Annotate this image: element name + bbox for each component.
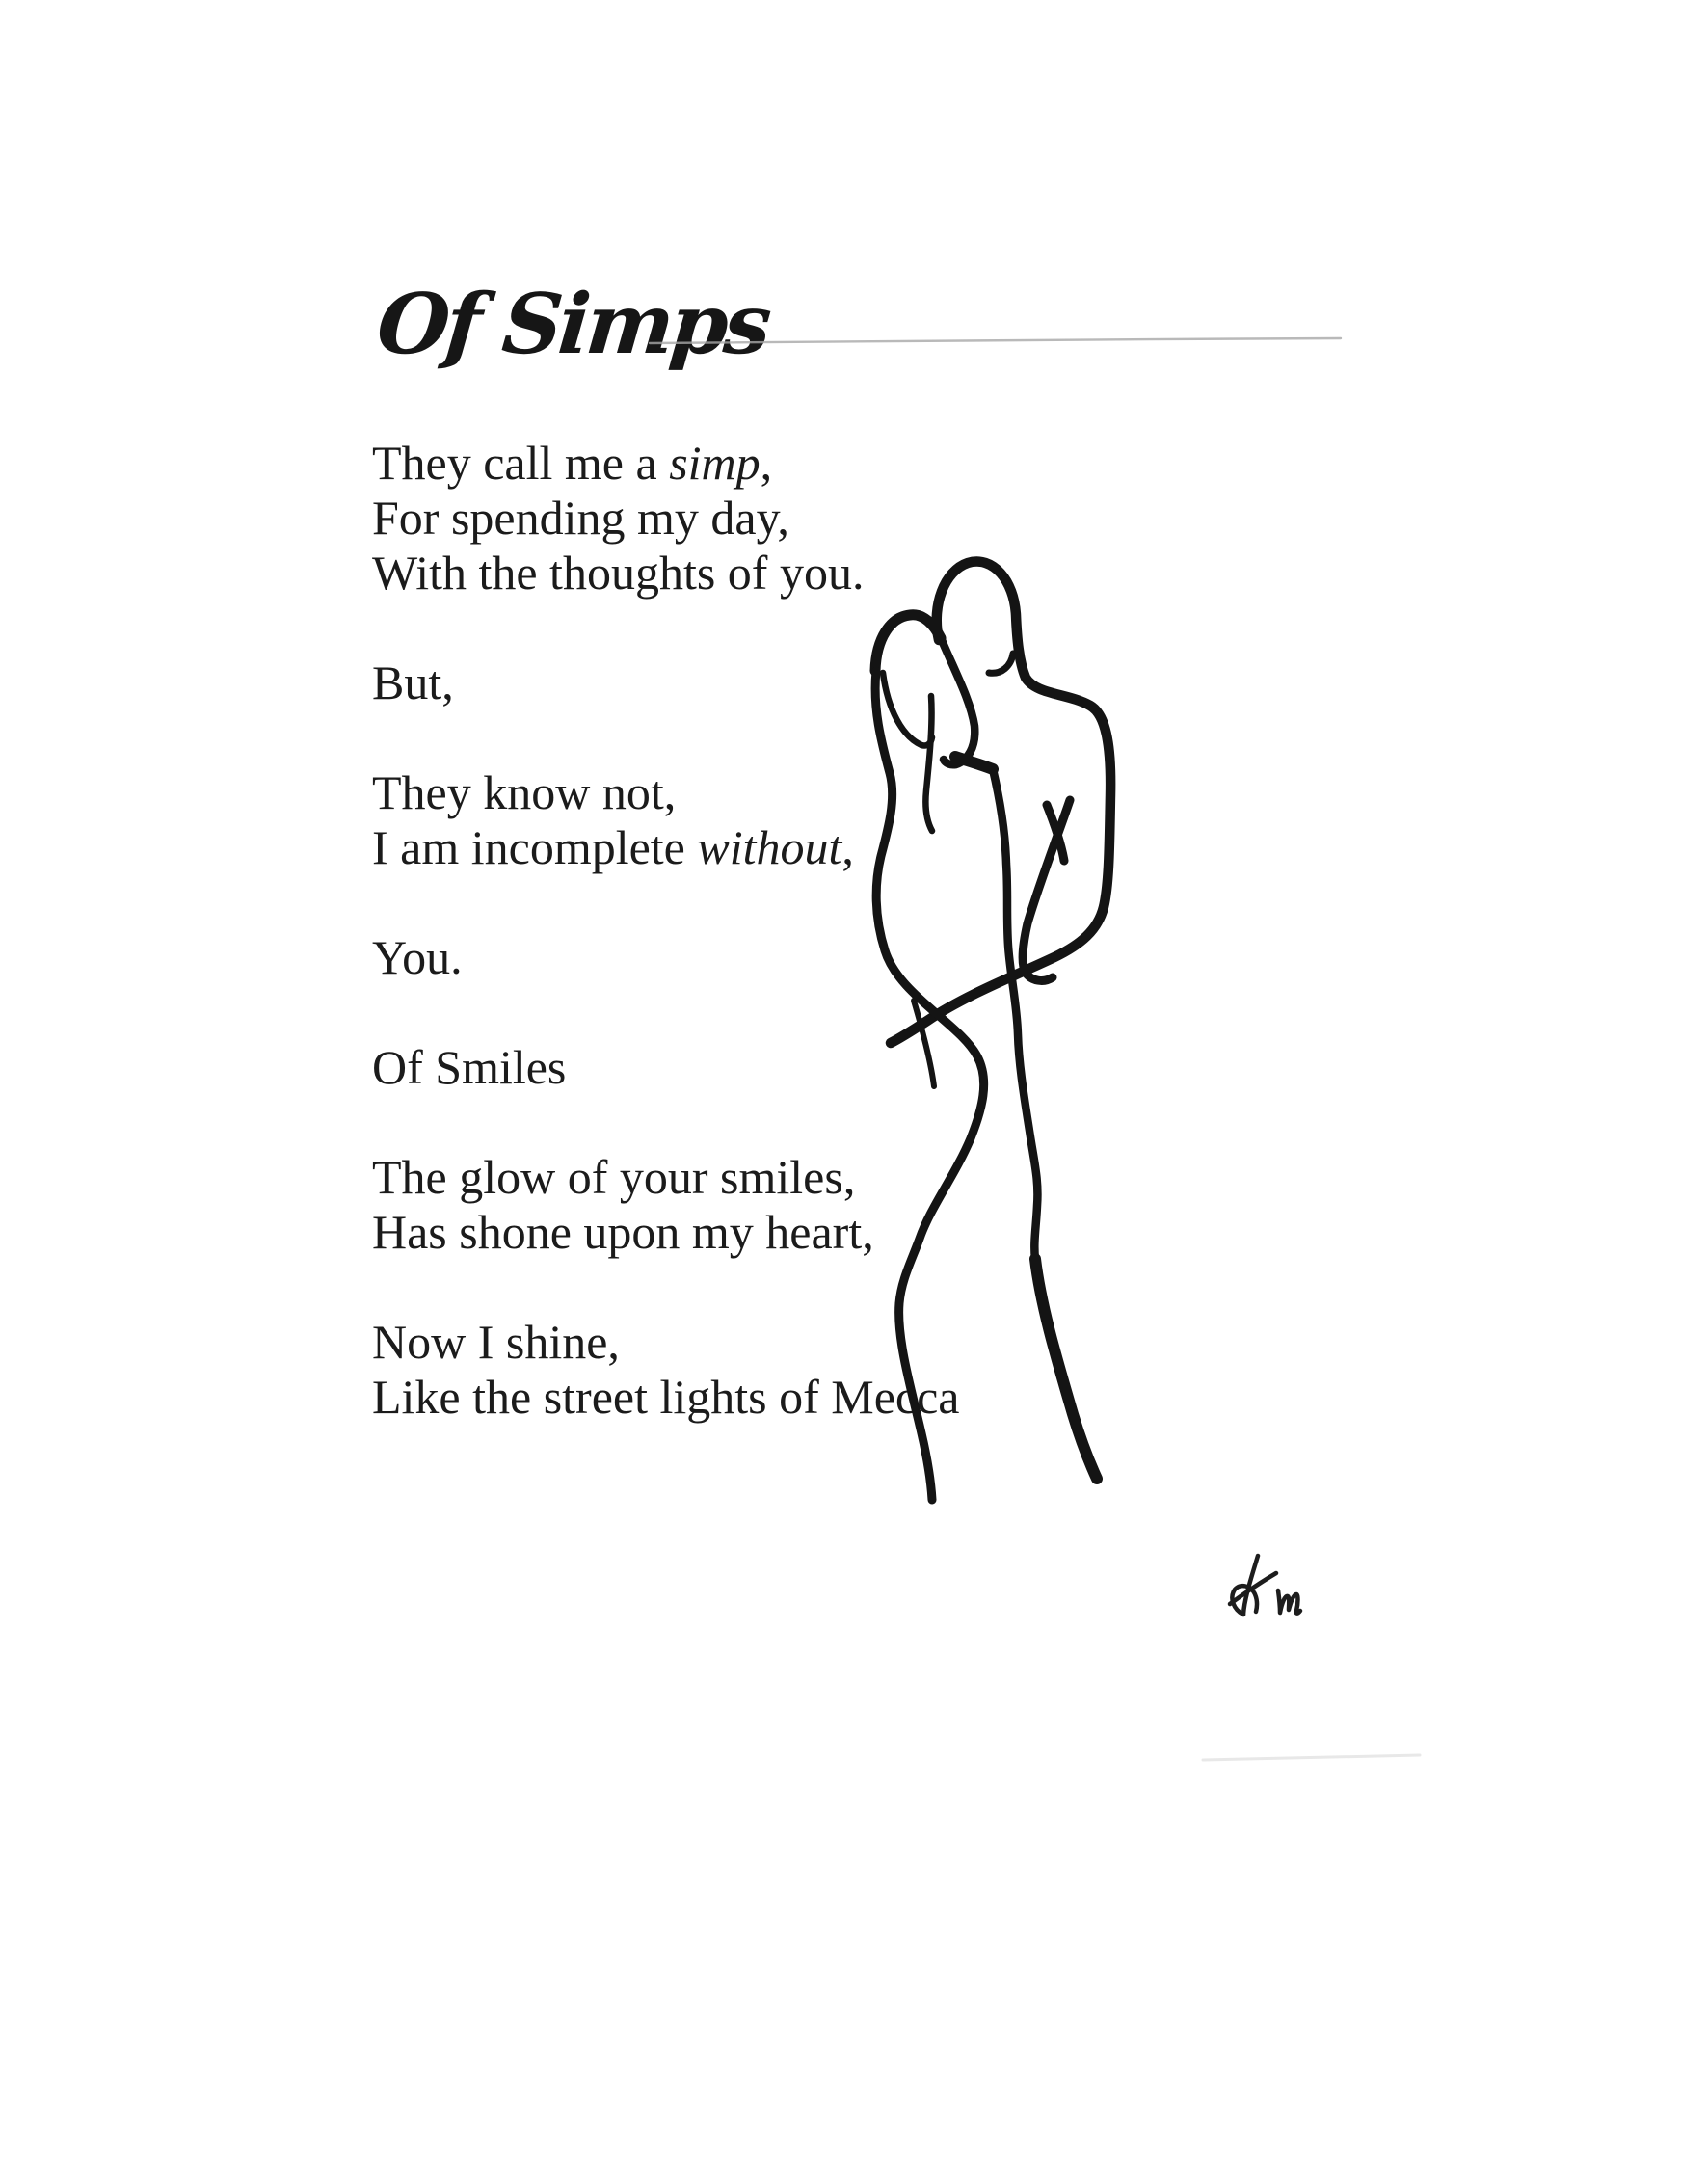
- poem-line: [372, 930, 960, 985]
- stanza: [372, 436, 960, 601]
- line-text: Of Smiles: [372, 1040, 567, 1094]
- line-text: I am incomplete: [372, 820, 698, 874]
- man-front-stroke: [993, 769, 1037, 1259]
- line-text: The glow of your smiles,: [372, 1150, 856, 1204]
- poem-line: [372, 765, 960, 820]
- line-text: For spending my day,: [372, 491, 789, 545]
- signature-stroke-1: [1243, 1556, 1258, 1615]
- poem-body: [372, 436, 960, 1480]
- man-chin-stroke: [989, 654, 1013, 673]
- poem-line: [372, 1040, 960, 1095]
- poem-line: [372, 1205, 960, 1260]
- line-text: ,: [841, 820, 854, 874]
- line-text: Like the street lights of Mecca: [372, 1370, 960, 1424]
- poem-line: [372, 1315, 960, 1370]
- signature-stroke-2: [1232, 1586, 1257, 1615]
- man-leg-stroke: [1035, 1259, 1097, 1479]
- signature-stroke-4: [1278, 1590, 1300, 1614]
- poem-line: [372, 655, 960, 710]
- artist-signature-scribble-icon: [1230, 1556, 1300, 1615]
- arm-short-stroke: [1047, 805, 1064, 861]
- line-text: Now I shine,: [372, 1315, 620, 1369]
- stanza: [372, 1150, 960, 1260]
- poem-line: [372, 436, 960, 491]
- line-text: With the thoughts of you.: [372, 546, 865, 600]
- signature-stroke-3: [1230, 1573, 1276, 1604]
- stanza: [372, 930, 960, 985]
- stanza: [372, 655, 960, 710]
- poem-line: [372, 1370, 960, 1425]
- line-text: You.: [372, 930, 463, 984]
- poem-line: [372, 491, 960, 546]
- arm-long-stroke: [1023, 800, 1070, 980]
- line-text: ,: [760, 436, 773, 490]
- line-text: Has shone upon my heart,: [372, 1205, 874, 1259]
- line-italic-text: simp: [669, 436, 761, 490]
- poem-line: [372, 1150, 960, 1205]
- faint-scan-line: [1203, 1755, 1420, 1760]
- stanza: [372, 765, 960, 875]
- shoulder-dash-stroke: [955, 757, 993, 769]
- stanza: [372, 1315, 960, 1425]
- line-text: But,: [372, 655, 454, 709]
- poem-line: [372, 820, 960, 875]
- poem-line: [372, 546, 960, 601]
- poem-title: Of Simps: [373, 276, 772, 373]
- line-italic-text: without: [697, 820, 842, 874]
- stanza: [372, 1040, 960, 1095]
- line-text: They call me a: [372, 436, 670, 490]
- line-text: They know not,: [372, 765, 677, 819]
